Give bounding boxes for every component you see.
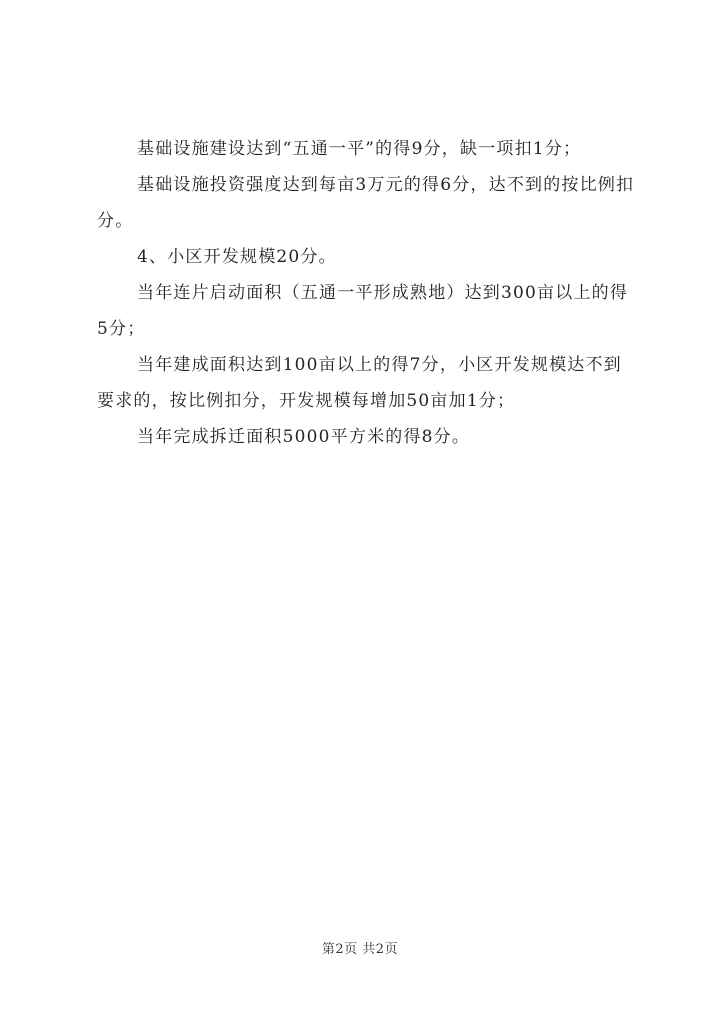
paragraph-demolition-area: 当年完成拆迁面积5000平方米的得8分。 [137,427,471,447]
paragraph-infrastructure-score: 基础设施建设达到“五通一平”的得9分，缺一项扣1分； [137,139,582,159]
paragraph-contiguous-area: 当年连片启动面积（五通一平形成熟地）达到300亩以上的得5分； [97,283,629,339]
page-number-footer: 第2页 共2页 [321,942,399,957]
paragraph-built-area: 当年建成面积达到100亩以上的得7分，小区开发规模达不到要求的，按比例扣分，开发规模每增加50亩加1分； [97,355,622,411]
document-body [97,131,637,455]
paragraph-section-heading: 4、小区开发规模20分。 [137,247,337,267]
paragraph-investment-intensity: 基础设施投资强度达到每亩3万元的得6分，达不到的按比例扣分。 [97,175,635,231]
